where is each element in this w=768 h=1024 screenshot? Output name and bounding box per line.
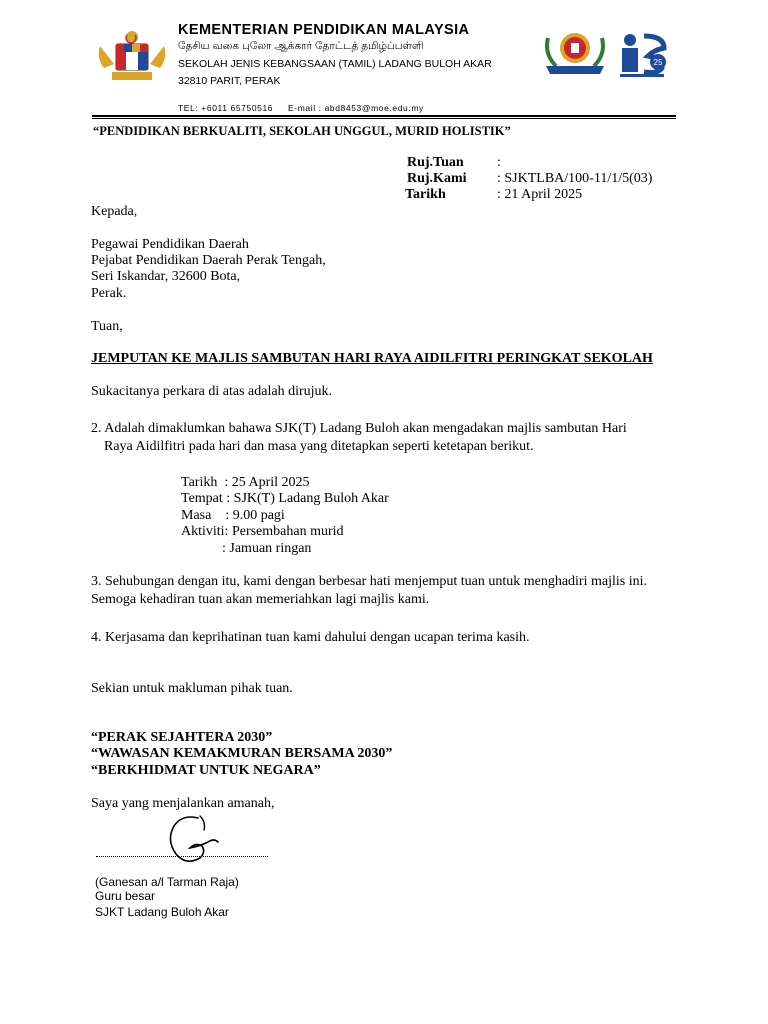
detail-tarikh: Tarikh : 25 April 2025	[181, 475, 310, 490]
ruj-tuan-label: Ruj.Tuan	[407, 155, 464, 170]
school-motto: “PENDIDIKAN BERKUALITI, SEKOLAH UNGGUL, MURID HOLISTIK”	[93, 124, 511, 138]
paragraph-1: Sukacitanya perkara di atas adalah dirujuk.	[91, 384, 333, 399]
tarikh-value: : 21 April 2025	[497, 187, 583, 202]
signature-dotted-line	[96, 856, 268, 857]
recipient-line-4: Perak.	[91, 286, 127, 301]
detail-aktiviti-2: : Jamuan ringan	[222, 541, 312, 556]
signatory-title: Guru besar	[95, 889, 156, 903]
school-tamil-name: தேசிய வகை புலோ ஆக்கார் தோட்டத் தமிழ்ப்பள்ளி	[178, 40, 424, 52]
detail-aktiviti: Aktiviti: Persembahan murid	[181, 524, 344, 539]
detail-masa: Masa : 9.00 pagi	[181, 508, 285, 523]
kepada-label: Kepada,	[91, 204, 138, 219]
paragraph-3-line-2: Semoga kehadiran tuan akan memeriahkan lagi majlis kami.	[91, 592, 430, 607]
signature-icon	[160, 812, 230, 868]
paragraph-4: 4. Kerjasama dan keprihatinan tuan kami dahului dengan ucapan terima kasih.	[91, 630, 530, 645]
recipient-line-3: Seri Iskandar, 32600 Bota,	[91, 269, 241, 284]
signatory-school: SJKT Ladang Buloh Akar	[95, 905, 229, 919]
anniversary-badge-number: 25	[653, 58, 663, 67]
letterhead-divider	[92, 115, 676, 117]
paragraph-3-line-1: 3. Sehubungan dengan itu, kami dengan berbesar hati menjemput tuan untuk menghadiri majlis ini.	[91, 574, 647, 589]
school-address: 32810 PARIT, PERAK	[178, 75, 281, 87]
salutation: Tuan,	[91, 319, 123, 334]
paragraph-2-line-2: Raya Aidilfitri pada hari dan masa yang ditetapkan seperti ketetapan berikut.	[104, 439, 534, 454]
school-telephone: TEL: +6011 65750516	[178, 103, 274, 113]
school-email: E-mail : abd8453@moe.edu.my	[288, 103, 424, 113]
ruj-tuan-value: :	[497, 155, 501, 170]
ruj-kami-value: : SJKTLBA/100-11/1/5(03)	[497, 171, 653, 186]
slogan-1: “PERAK SEJAHTERA 2030”	[91, 730, 273, 745]
recipient-line-2: Pejabat Pendidikan Daerah Perak Tengah,	[91, 253, 326, 268]
school-name: SEKOLAH JENIS KEBANGSAAN (TAMIL) LADANG BULOH AKAR	[178, 58, 492, 70]
paragraph-2-line-1: 2. Adalah dimaklumkan bahawa SJK(T) Ladang Buloh akan mengadakan majlis sambutan Hari	[91, 421, 627, 436]
signoff: Saya yang menjalankan amanah,	[91, 796, 275, 811]
ruj-kami-label: Ruj.Kami	[407, 171, 467, 186]
school-crest-icon	[542, 28, 608, 78]
anniversary-logo-icon	[614, 28, 670, 78]
tarikh-label: Tarikh	[405, 187, 446, 202]
closing-line: Sekian untuk makluman pihak tuan.	[91, 681, 293, 696]
recipient-line-1: Pegawai Pendidikan Daerah	[91, 237, 249, 252]
coat-of-arms-icon	[94, 28, 170, 84]
ministry-name: KEMENTERIAN PENDIDIKAN MALAYSIA	[178, 22, 470, 38]
letter-subject: JEMPUTAN KE MAJLIS SAMBUTAN HARI RAYA AIDILFITRI PERINGKAT SEKOLAH	[91, 351, 653, 366]
slogan-3: “BERKHIDMAT UNTUK NEGARA”	[91, 763, 321, 778]
detail-tempat: Tempat : SJK(T) Ladang Buloh Akar	[181, 491, 389, 506]
slogan-2: “WAWASAN KEMAKMURAN BERSAMA 2030”	[91, 746, 393, 761]
letterhead-divider-thin	[92, 118, 676, 119]
signatory-name: (Ganesan a/l Tarman Raja)	[95, 875, 239, 889]
